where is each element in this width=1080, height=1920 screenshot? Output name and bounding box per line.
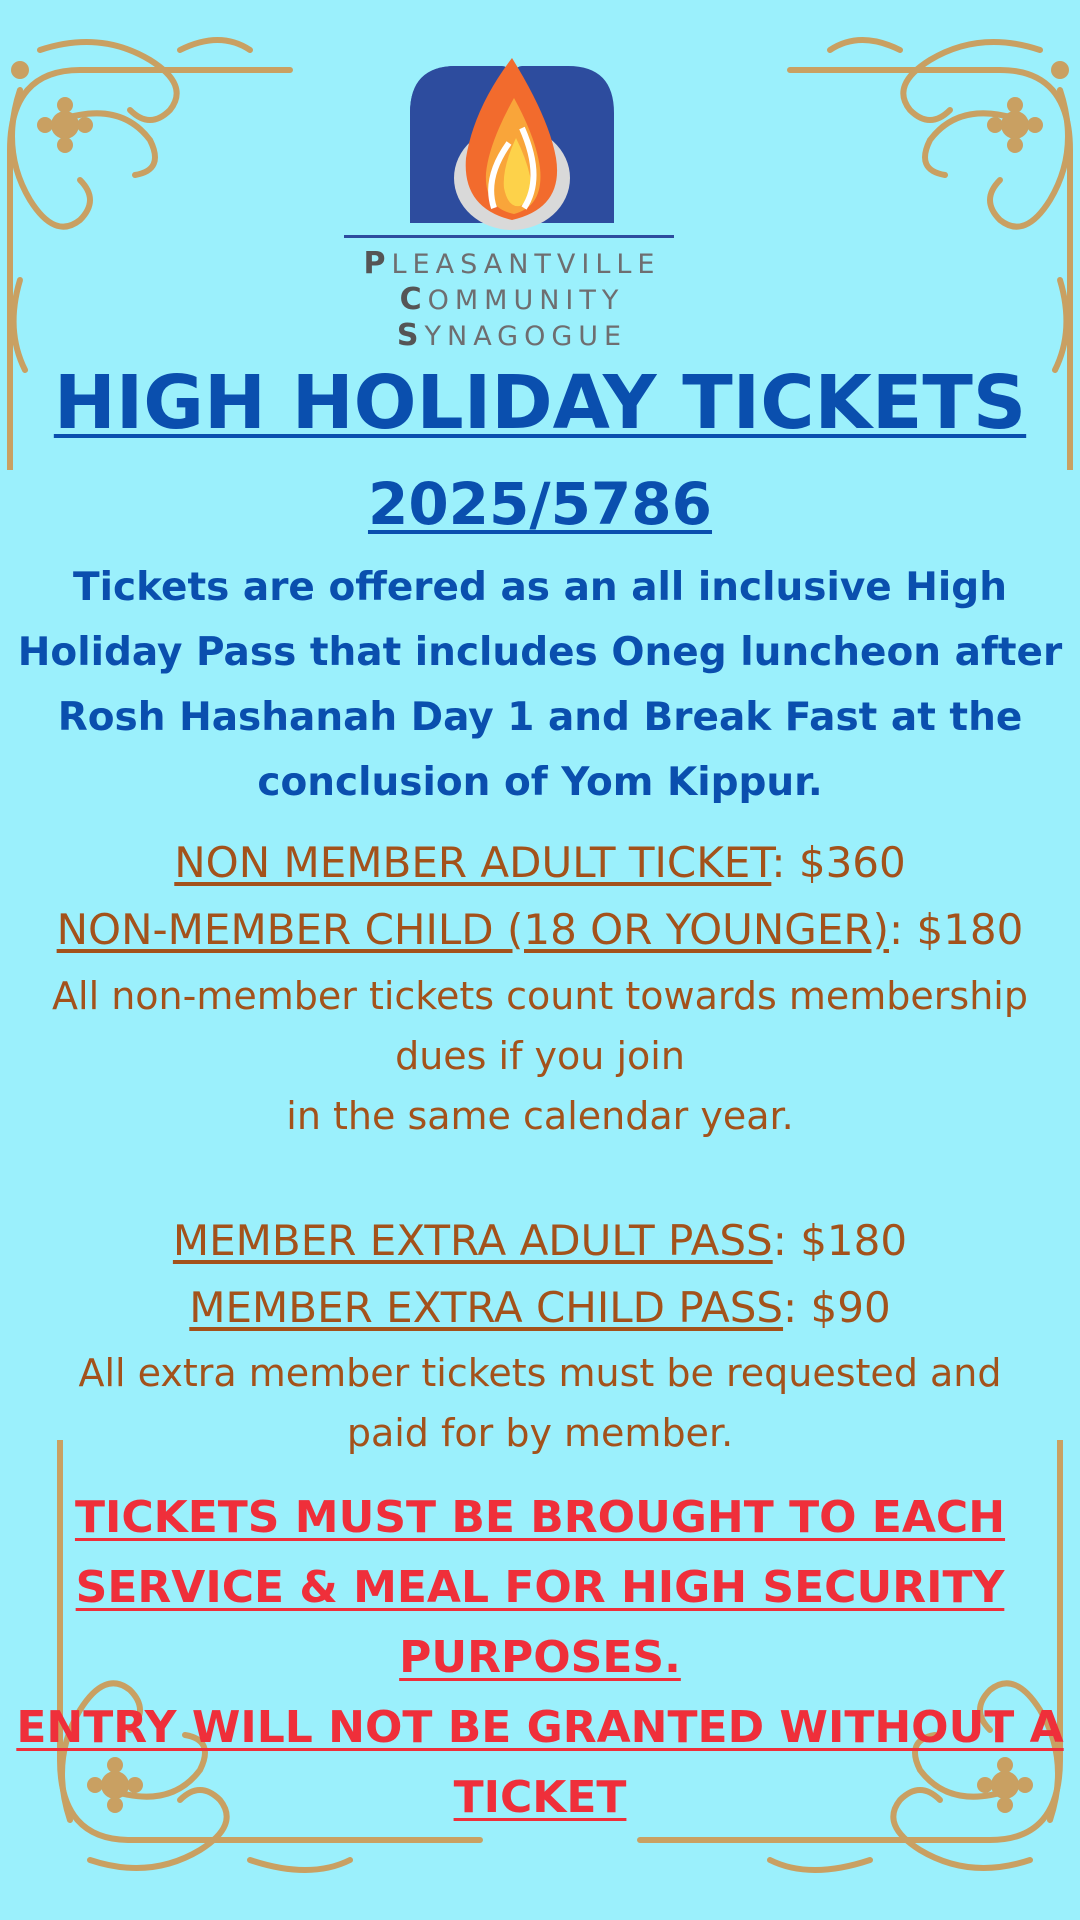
member-note: [0, 1343, 1080, 1463]
non-member-child-price: [0, 905, 1080, 954]
note-line: in the same calendar year.: [286, 1094, 794, 1138]
logo-text: YNAGOGUE: [424, 321, 628, 352]
intro-line: Tickets are offered as an all inclusive High: [73, 565, 1007, 610]
note-line: paid for by member.: [346, 1411, 734, 1455]
note-line: All non-member tickets count towards membership: [52, 974, 1028, 1018]
logo-line-community: [344, 282, 680, 317]
warning-line: TICKETS MUST BE BROUGHT TO EACH: [74, 1492, 1006, 1543]
note-line: All extra member tickets must be requested and: [78, 1351, 1002, 1395]
logo-line-pleasantville: [344, 246, 680, 281]
logo-initial: C: [399, 282, 428, 317]
warning-line: TICKET: [453, 1772, 627, 1823]
member-adult-price: [0, 1216, 1080, 1265]
price-value: : $180: [772, 1216, 908, 1265]
logo-line-synagogue: [344, 318, 680, 353]
price-value: : $360: [771, 838, 906, 887]
non-member-note: [0, 966, 1080, 1146]
logo-initial: P: [363, 246, 392, 281]
member-child-price: [0, 1283, 1080, 1332]
price-value: : $180: [888, 905, 1024, 954]
logo-initial: S: [396, 318, 425, 353]
year-heading: 2025/5786: [367, 470, 713, 538]
price-label: NON-MEMBER CHILD (18 OR YOUNGER): [56, 905, 889, 954]
price-label: MEMBER EXTRA ADULT PASS: [172, 1216, 773, 1265]
warning-line: PURPOSES.: [399, 1632, 681, 1683]
logo-text: LEASANTVILLE: [391, 249, 661, 280]
price-label: MEMBER EXTRA CHILD PASS: [189, 1283, 784, 1332]
security-warning: [0, 1483, 1080, 1833]
page-title: HIGH HOLIDAY TICKETS: [53, 360, 1027, 446]
synagogue-logo: [344, 58, 680, 354]
intro-line: conclusion of Yom Kippur.: [257, 760, 823, 805]
note-line: dues if you join: [395, 1034, 685, 1078]
intro-line: Rosh Hashanah Day 1 and Break Fast at the: [57, 695, 1023, 740]
flame-tablet-icon: [344, 58, 680, 238]
warning-line: SERVICE & MEAL FOR HIGH SECURITY: [75, 1562, 1005, 1613]
warning-line: ENTRY WILL NOT BE GRANTED WITHOUT A: [16, 1702, 1064, 1753]
intro-line: Holiday Pass that includes Oneg luncheon after: [17, 630, 1063, 675]
logo-text: OMMUNITY: [427, 285, 625, 316]
intro-paragraph: [0, 555, 1080, 815]
non-member-adult-price: [0, 838, 1080, 887]
price-label: NON MEMBER ADULT TICKET: [174, 838, 772, 887]
price-value: : $90: [783, 1283, 891, 1332]
logo-divider: [344, 235, 674, 238]
